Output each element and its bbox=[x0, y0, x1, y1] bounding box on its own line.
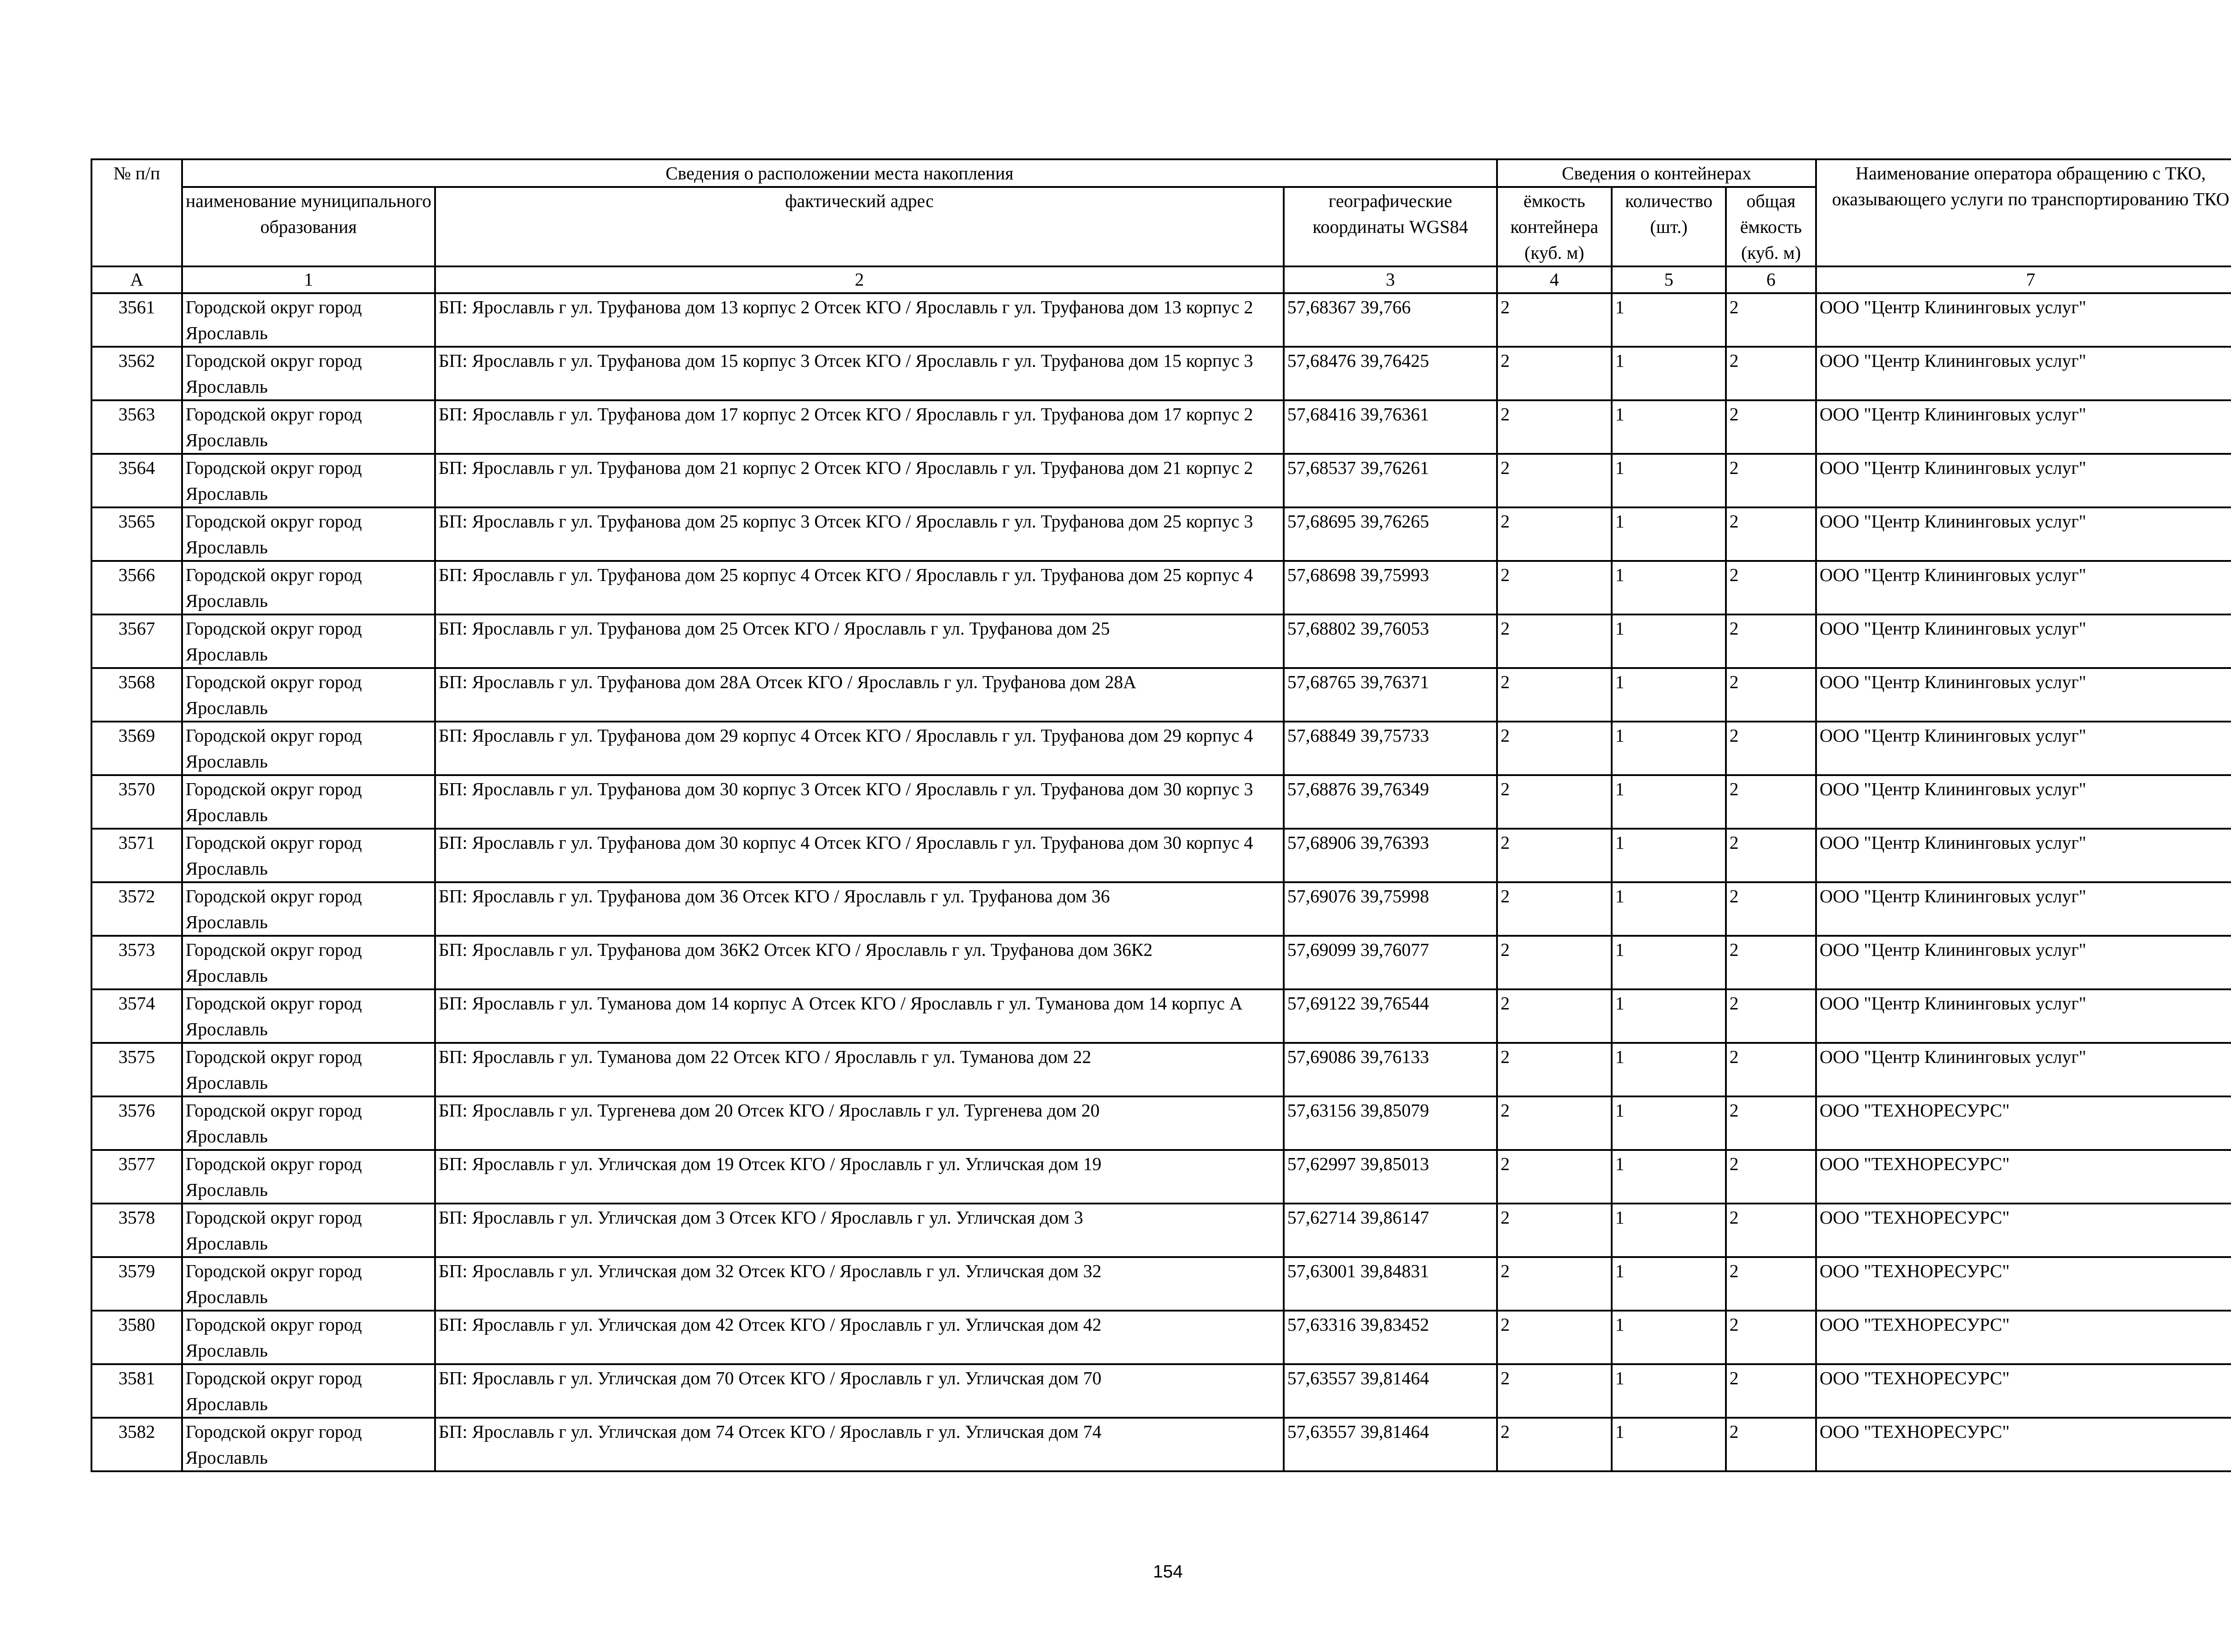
registry-sheet bbox=[91, 158, 2231, 1472]
waste-sites-table bbox=[91, 158, 2231, 1472]
cell-municipality: Городской округ город Ярославль bbox=[182, 1043, 435, 1096]
cell-operator: ООО "ТЕХНОРЕСУРС" bbox=[1816, 1150, 2231, 1204]
cell-quantity: 1 bbox=[1612, 454, 1726, 507]
cell-capacity: 2 bbox=[1497, 1150, 1612, 1204]
cell-capacity: 2 bbox=[1497, 454, 1612, 507]
cell-row-number: 3576 bbox=[91, 1096, 182, 1150]
cell-total-capacity: 2 bbox=[1726, 347, 1816, 400]
header-capacity: ёмкость контейнера (куб. м) bbox=[1497, 187, 1612, 266]
cell-municipality: Городской округ город Ярославль bbox=[182, 989, 435, 1043]
table-row bbox=[91, 775, 2231, 829]
table-row bbox=[91, 989, 2231, 1043]
cell-operator: ООО "Центр Клининговых услуг" bbox=[1816, 936, 2231, 989]
cell-address: БП: Ярославль г ул. Труфанова дом 25 корпус 4 Отсек КГО / Ярославль г ул. Труфанова дом 25 корпус 4 bbox=[435, 561, 1284, 614]
cell-operator: ООО "Центр Клининговых услуг" bbox=[1816, 400, 2231, 454]
cell-quantity: 1 bbox=[1612, 775, 1726, 829]
column-index-cell: 6 bbox=[1726, 266, 1816, 293]
cell-operator: ООО "Центр Клининговых услуг" bbox=[1816, 829, 2231, 882]
cell-address: БП: Ярославль г ул. Труфанова дом 36 Отсек КГО / Ярославль г ул. Труфанова дом 36 bbox=[435, 882, 1284, 936]
cell-capacity: 2 bbox=[1497, 882, 1612, 936]
cell-operator: ООО "Центр Клининговых услуг" bbox=[1816, 882, 2231, 936]
cell-address: БП: Ярославль г ул. Труфанова дом 25 корпус 3 Отсек КГО / Ярославль г ул. Труфанова дом 25 корпус 3 bbox=[435, 507, 1284, 561]
cell-capacity: 2 bbox=[1497, 1043, 1612, 1096]
cell-operator: ООО "Центр Клининговых услуг" bbox=[1816, 722, 2231, 775]
cell-row-number: 3571 bbox=[91, 829, 182, 882]
cell-municipality: Городской округ город Ярославль bbox=[182, 400, 435, 454]
header-total-capacity: общая ёмкость (куб. м) bbox=[1726, 187, 1816, 266]
cell-quantity: 1 bbox=[1612, 1257, 1726, 1311]
cell-quantity: 1 bbox=[1612, 1311, 1726, 1364]
cell-total-capacity: 2 bbox=[1726, 1364, 1816, 1418]
cell-quantity: 1 bbox=[1612, 668, 1726, 722]
header-municipality: наименование муниципального образования bbox=[182, 187, 435, 266]
cell-capacity: 2 bbox=[1497, 1096, 1612, 1150]
cell-quantity: 1 bbox=[1612, 829, 1726, 882]
cell-quantity: 1 bbox=[1612, 1150, 1726, 1204]
cell-row-number: 3565 bbox=[91, 507, 182, 561]
cell-address: БП: Ярославль г ул. Труфанова дом 29 корпус 4 Отсек КГО / Ярославль г ул. Труфанова дом 29 корпус 4 bbox=[435, 722, 1284, 775]
cell-coordinates: 57,68367 39,766 bbox=[1284, 293, 1497, 347]
cell-total-capacity: 2 bbox=[1726, 1418, 1816, 1471]
cell-quantity: 1 bbox=[1612, 882, 1726, 936]
header-no: № п/п bbox=[91, 159, 182, 266]
table-row bbox=[91, 1204, 2231, 1257]
header-operator: Наименование оператора обращению с ТКО, оказывающего услуги по транспортированию ТКО bbox=[1816, 159, 2231, 266]
cell-total-capacity: 2 bbox=[1726, 1150, 1816, 1204]
cell-quantity: 1 bbox=[1612, 936, 1726, 989]
cell-coordinates: 57,68876 39,76349 bbox=[1284, 775, 1497, 829]
header-quantity: количество (шт.) bbox=[1612, 187, 1726, 266]
cell-quantity: 1 bbox=[1612, 400, 1726, 454]
cell-row-number: 3581 bbox=[91, 1364, 182, 1418]
cell-coordinates: 57,62714 39,86147 bbox=[1284, 1204, 1497, 1257]
table-row bbox=[91, 1150, 2231, 1204]
cell-row-number: 3572 bbox=[91, 882, 182, 936]
cell-municipality: Городской округ город Ярославль bbox=[182, 1204, 435, 1257]
cell-operator: ООО "Центр Клининговых услуг" bbox=[1816, 668, 2231, 722]
cell-address: БП: Ярославль г ул. Угличская дом 19 Отсек КГО / Ярославль г ул. Угличская дом 19 bbox=[435, 1150, 1284, 1204]
cell-municipality: Городской округ город Ярославль bbox=[182, 561, 435, 614]
cell-coordinates: 57,68849 39,75733 bbox=[1284, 722, 1497, 775]
cell-municipality: Городской округ город Ярославль bbox=[182, 1311, 435, 1364]
cell-capacity: 2 bbox=[1497, 936, 1612, 989]
cell-coordinates: 57,63557 39,81464 bbox=[1284, 1364, 1497, 1418]
cell-coordinates: 57,68537 39,76261 bbox=[1284, 454, 1497, 507]
cell-row-number: 3579 bbox=[91, 1257, 182, 1311]
cell-quantity: 1 bbox=[1612, 507, 1726, 561]
column-index-cell: 2 bbox=[435, 266, 1284, 293]
cell-total-capacity: 2 bbox=[1726, 1043, 1816, 1096]
cell-total-capacity: 2 bbox=[1726, 989, 1816, 1043]
cell-total-capacity: 2 bbox=[1726, 722, 1816, 775]
cell-total-capacity: 2 bbox=[1726, 400, 1816, 454]
cell-row-number: 3575 bbox=[91, 1043, 182, 1096]
cell-row-number: 3567 bbox=[91, 614, 182, 668]
cell-operator: ООО "Центр Клининговых услуг" bbox=[1816, 507, 2231, 561]
cell-total-capacity: 2 bbox=[1726, 614, 1816, 668]
header-row-main bbox=[91, 159, 2231, 187]
cell-coordinates: 57,63001 39,84831 bbox=[1284, 1257, 1497, 1311]
cell-capacity: 2 bbox=[1497, 561, 1612, 614]
cell-municipality: Городской округ город Ярославль bbox=[182, 1418, 435, 1471]
cell-address: БП: Ярославль г ул. Труфанова дом 25 Отсек КГО / Ярославль г ул. Труфанова дом 25 bbox=[435, 614, 1284, 668]
header-coordinates: географические координаты WGS84 bbox=[1284, 187, 1497, 266]
cell-row-number: 3580 bbox=[91, 1311, 182, 1364]
column-index-cell: 7 bbox=[1816, 266, 2231, 293]
table-row bbox=[91, 1311, 2231, 1364]
cell-coordinates: 57,68765 39,76371 bbox=[1284, 668, 1497, 722]
cell-quantity: 1 bbox=[1612, 614, 1726, 668]
cell-row-number: 3561 bbox=[91, 293, 182, 347]
cell-row-number: 3574 bbox=[91, 989, 182, 1043]
cell-address: БП: Ярославль г ул. Труфанова дом 17 корпус 2 Отсек КГО / Ярославль г ул. Труфанова дом 17 корпус 2 bbox=[435, 400, 1284, 454]
cell-coordinates: 57,63557 39,81464 bbox=[1284, 1418, 1497, 1471]
cell-municipality: Городской округ город Ярославль bbox=[182, 722, 435, 775]
cell-row-number: 3562 bbox=[91, 347, 182, 400]
cell-quantity: 1 bbox=[1612, 293, 1726, 347]
cell-capacity: 2 bbox=[1497, 1418, 1612, 1471]
cell-address: БП: Ярославль г ул. Туманова дом 22 Отсек КГО / Ярославль г ул. Туманова дом 22 bbox=[435, 1043, 1284, 1096]
cell-total-capacity: 2 bbox=[1726, 775, 1816, 829]
cell-coordinates: 57,68416 39,76361 bbox=[1284, 400, 1497, 454]
cell-total-capacity: 2 bbox=[1726, 507, 1816, 561]
cell-operator: ООО "ТЕХНОРЕСУРС" bbox=[1816, 1418, 2231, 1471]
cell-row-number: 3566 bbox=[91, 561, 182, 614]
cell-operator: ООО "ТЕХНОРЕСУРС" bbox=[1816, 1204, 2231, 1257]
cell-total-capacity: 2 bbox=[1726, 882, 1816, 936]
cell-coordinates: 57,63316 39,83452 bbox=[1284, 1311, 1497, 1364]
cell-operator: ООО "Центр Клининговых услуг" bbox=[1816, 1043, 2231, 1096]
cell-address: БП: Ярославль г ул. Тургенева дом 20 Отсек КГО / Ярославль г ул. Тургенева дом 20 bbox=[435, 1096, 1284, 1150]
cell-total-capacity: 2 bbox=[1726, 1204, 1816, 1257]
table-row bbox=[91, 1257, 2231, 1311]
cell-operator: ООО "ТЕХНОРЕСУРС" bbox=[1816, 1364, 2231, 1418]
cell-municipality: Городской округ город Ярославль bbox=[182, 882, 435, 936]
header-column-index-row bbox=[91, 266, 2231, 293]
cell-quantity: 1 bbox=[1612, 1418, 1726, 1471]
cell-address: БП: Ярославль г ул. Труфанова дом 30 корпус 3 Отсек КГО / Ярославль г ул. Труфанова дом 30 корпус 3 bbox=[435, 775, 1284, 829]
table-row bbox=[91, 936, 2231, 989]
cell-coordinates: 57,68695 39,76265 bbox=[1284, 507, 1497, 561]
cell-capacity: 2 bbox=[1497, 400, 1612, 454]
cell-address: БП: Ярославль г ул. Угличская дом 42 Отсек КГО / Ярославль г ул. Угличская дом 42 bbox=[435, 1311, 1284, 1364]
cell-total-capacity: 2 bbox=[1726, 668, 1816, 722]
cell-municipality: Городской округ город Ярославль bbox=[182, 936, 435, 989]
cell-quantity: 1 bbox=[1612, 1204, 1726, 1257]
cell-capacity: 2 bbox=[1497, 1257, 1612, 1311]
table-row bbox=[91, 829, 2231, 882]
table-row bbox=[91, 668, 2231, 722]
cell-quantity: 1 bbox=[1612, 989, 1726, 1043]
cell-municipality: Городской округ город Ярославль bbox=[182, 1150, 435, 1204]
table-body bbox=[91, 293, 2231, 1471]
cell-quantity: 1 bbox=[1612, 1043, 1726, 1096]
cell-municipality: Городской округ город Ярославль bbox=[182, 507, 435, 561]
cell-quantity: 1 bbox=[1612, 1096, 1726, 1150]
cell-row-number: 3582 bbox=[91, 1418, 182, 1471]
cell-municipality: Городской округ город Ярославль bbox=[182, 1096, 435, 1150]
cell-capacity: 2 bbox=[1497, 829, 1612, 882]
cell-coordinates: 57,68906 39,76393 bbox=[1284, 829, 1497, 882]
cell-operator: ООО "ТЕХНОРЕСУРС" bbox=[1816, 1096, 2231, 1150]
cell-row-number: 3578 bbox=[91, 1204, 182, 1257]
cell-row-number: 3568 bbox=[91, 668, 182, 722]
cell-capacity: 2 bbox=[1497, 293, 1612, 347]
column-index-cell: А bbox=[91, 266, 182, 293]
table-row bbox=[91, 561, 2231, 614]
cell-operator: ООО "Центр Клининговых услуг" bbox=[1816, 561, 2231, 614]
cell-coordinates: 57,68476 39,76425 bbox=[1284, 347, 1497, 400]
cell-operator: ООО "Центр Клининговых услуг" bbox=[1816, 775, 2231, 829]
column-index-cell: 4 bbox=[1497, 266, 1612, 293]
cell-total-capacity: 2 bbox=[1726, 1096, 1816, 1150]
cell-coordinates: 57,69076 39,75998 bbox=[1284, 882, 1497, 936]
cell-quantity: 1 bbox=[1612, 347, 1726, 400]
cell-address: БП: Ярославль г ул. Труфанова дом 30 корпус 4 Отсек КГО / Ярославль г ул. Труфанова дом 30 корпус 4 bbox=[435, 829, 1284, 882]
cell-total-capacity: 2 bbox=[1726, 1257, 1816, 1311]
cell-municipality: Городской округ город Ярославль bbox=[182, 775, 435, 829]
cell-coordinates: 57,68698 39,75993 bbox=[1284, 561, 1497, 614]
cell-operator: ООО "ТЕХНОРЕСУРС" bbox=[1816, 1311, 2231, 1364]
table-row bbox=[91, 400, 2231, 454]
cell-capacity: 2 bbox=[1497, 1311, 1612, 1364]
cell-capacity: 2 bbox=[1497, 668, 1612, 722]
cell-total-capacity: 2 bbox=[1726, 561, 1816, 614]
cell-municipality: Городской округ город Ярославль bbox=[182, 1257, 435, 1311]
cell-quantity: 1 bbox=[1612, 561, 1726, 614]
cell-municipality: Городской округ город Ярославль bbox=[182, 668, 435, 722]
cell-capacity: 2 bbox=[1497, 614, 1612, 668]
cell-operator: ООО "Центр Клининговых услуг" bbox=[1816, 347, 2231, 400]
cell-operator: ООО "Центр Клининговых услуг" bbox=[1816, 989, 2231, 1043]
cell-address: БП: Ярославль г ул. Труфанова дом 28А Отсек КГО / Ярославль г ул. Труфанова дом 28А bbox=[435, 668, 1284, 722]
cell-row-number: 3569 bbox=[91, 722, 182, 775]
cell-capacity: 2 bbox=[1497, 507, 1612, 561]
table-row bbox=[91, 507, 2231, 561]
header-address: фактический адрес bbox=[435, 187, 1284, 266]
table-row bbox=[91, 1418, 2231, 1471]
cell-coordinates: 57,68802 39,76053 bbox=[1284, 614, 1497, 668]
cell-municipality: Городской округ город Ярославль bbox=[182, 347, 435, 400]
cell-address: БП: Ярославль г ул. Угличская дом 32 Отсек КГО / Ярославль г ул. Угличская дом 32 bbox=[435, 1257, 1284, 1311]
cell-address: БП: Ярославль г ул. Труфанова дом 36К2 Отсек КГО / Ярославль г ул. Труфанова дом 36К2 bbox=[435, 936, 1284, 989]
cell-coordinates: 57,69086 39,76133 bbox=[1284, 1043, 1497, 1096]
table-row bbox=[91, 614, 2231, 668]
cell-municipality: Городской округ город Ярославль bbox=[182, 1364, 435, 1418]
cell-municipality: Городской округ город Ярославль bbox=[182, 829, 435, 882]
cell-quantity: 1 bbox=[1612, 1364, 1726, 1418]
cell-row-number: 3573 bbox=[91, 936, 182, 989]
cell-municipality: Городской округ город Ярославль bbox=[182, 293, 435, 347]
cell-operator: ООО "Центр Клининговых услуг" bbox=[1816, 614, 2231, 668]
cell-address: БП: Ярославль г ул. Угличская дом 3 Отсек КГО / Ярославль г ул. Угличская дом 3 bbox=[435, 1204, 1284, 1257]
cell-coordinates: 57,63156 39,85079 bbox=[1284, 1096, 1497, 1150]
cell-operator: ООО "Центр Клининговых услуг" bbox=[1816, 293, 2231, 347]
table-row bbox=[91, 1043, 2231, 1096]
cell-coordinates: 57,69122 39,76544 bbox=[1284, 989, 1497, 1043]
table-row bbox=[91, 1096, 2231, 1150]
cell-municipality: Городской округ город Ярославль bbox=[182, 614, 435, 668]
cell-address: БП: Ярославль г ул. Труфанова дом 15 корпус 3 Отсек КГО / Ярославль г ул. Труфанова дом 15 корпус 3 bbox=[435, 347, 1284, 400]
table-row bbox=[91, 882, 2231, 936]
cell-row-number: 3570 bbox=[91, 775, 182, 829]
table-row bbox=[91, 722, 2231, 775]
cell-address: БП: Ярославль г ул. Угличская дом 74 Отсек КГО / Ярославль г ул. Угличская дом 74 bbox=[435, 1418, 1284, 1471]
cell-total-capacity: 2 bbox=[1726, 829, 1816, 882]
cell-capacity: 2 bbox=[1497, 1364, 1612, 1418]
cell-municipality: Городской округ город Ярославль bbox=[182, 454, 435, 507]
cell-row-number: 3564 bbox=[91, 454, 182, 507]
page-number: 154 bbox=[1153, 1562, 1183, 1581]
cell-address: БП: Ярославль г ул. Угличская дом 70 Отсек КГО / Ярославль г ул. Угличская дом 70 bbox=[435, 1364, 1284, 1418]
cell-coordinates: 57,69099 39,76077 bbox=[1284, 936, 1497, 989]
table-row bbox=[91, 454, 2231, 507]
cell-capacity: 2 bbox=[1497, 722, 1612, 775]
cell-address: БП: Ярославль г ул. Туманова дом 14 корпус А Отсек КГО / Ярославль г ул. Туманова дом 14 корпус А bbox=[435, 989, 1284, 1043]
column-index-cell: 3 bbox=[1284, 266, 1497, 293]
cell-operator: ООО "ТЕХНОРЕСУРС" bbox=[1816, 1257, 2231, 1311]
cell-quantity: 1 bbox=[1612, 722, 1726, 775]
table-row bbox=[91, 1364, 2231, 1418]
cell-coordinates: 57,62997 39,85013 bbox=[1284, 1150, 1497, 1204]
table-row bbox=[91, 347, 2231, 400]
cell-capacity: 2 bbox=[1497, 989, 1612, 1043]
cell-operator: ООО "Центр Клининговых услуг" bbox=[1816, 454, 2231, 507]
cell-total-capacity: 2 bbox=[1726, 454, 1816, 507]
cell-address: БП: Ярославль г ул. Труфанова дом 21 корпус 2 Отсек КГО / Ярославль г ул. Труфанова дом 21 корпус 2 bbox=[435, 454, 1284, 507]
cell-address: БП: Ярославль г ул. Труфанова дом 13 корпус 2 Отсек КГО / Ярославль г ул. Труфанова дом 13 корпус 2 bbox=[435, 293, 1284, 347]
column-index-cell: 5 bbox=[1612, 266, 1726, 293]
cell-total-capacity: 2 bbox=[1726, 936, 1816, 989]
column-index-cell: 1 bbox=[182, 266, 435, 293]
cell-capacity: 2 bbox=[1497, 1204, 1612, 1257]
cell-capacity: 2 bbox=[1497, 347, 1612, 400]
header-containers-group: Сведения о контейнерах bbox=[1497, 159, 1816, 187]
cell-total-capacity: 2 bbox=[1726, 1311, 1816, 1364]
cell-row-number: 3577 bbox=[91, 1150, 182, 1204]
cell-total-capacity: 2 bbox=[1726, 293, 1816, 347]
header-location-group: Сведения о расположении места накопления bbox=[182, 159, 1497, 187]
cell-capacity: 2 bbox=[1497, 775, 1612, 829]
cell-row-number: 3563 bbox=[91, 400, 182, 454]
table-row bbox=[91, 293, 2231, 347]
